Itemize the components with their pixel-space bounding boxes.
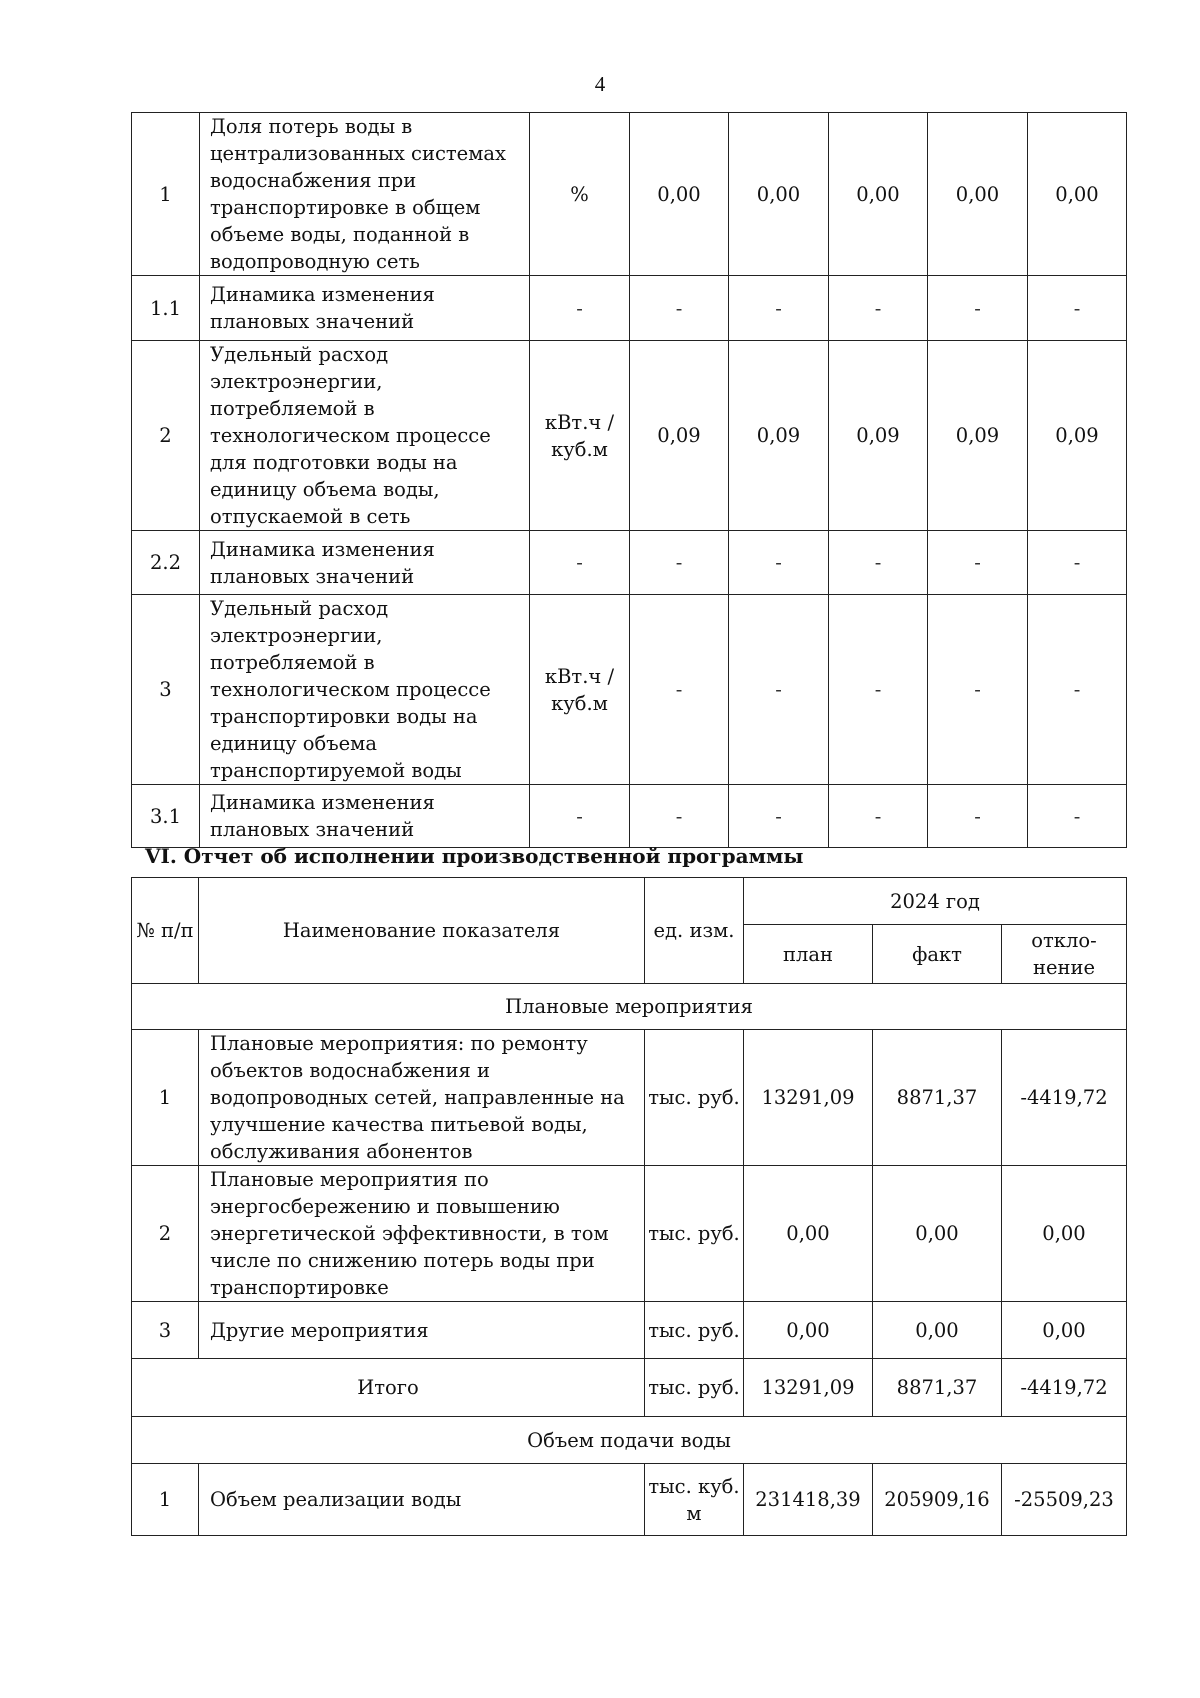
deviation-cell: -25509,23	[1002, 1464, 1127, 1536]
indicator-name: Объем реализации воды	[199, 1464, 645, 1536]
table-row	[132, 785, 1127, 848]
header-plan: план	[744, 925, 873, 984]
value-cell: 0,09	[1028, 341, 1127, 531]
deviation-cell: -4419,72	[1002, 1030, 1127, 1166]
value-cell: 0,00	[928, 113, 1028, 276]
value-cell: -	[829, 276, 928, 341]
unit-cell: -	[530, 785, 630, 848]
row-number: 2.2	[132, 531, 200, 595]
fact-cell: 0,00	[873, 1166, 1002, 1302]
unit-cell: %	[530, 113, 630, 276]
indicator-name: Динамика изменения плановых значений	[200, 531, 530, 595]
table-row	[132, 276, 1127, 341]
value-cell: 0,00	[630, 113, 729, 276]
header-unit: ед. изм.	[645, 878, 744, 984]
row-number: 1	[132, 1030, 199, 1166]
row-number: 3	[132, 595, 200, 785]
unit-cell: кВт.ч / куб.м	[530, 341, 630, 531]
table-row	[132, 341, 1127, 531]
unit-cell: тыс. руб.	[645, 1359, 744, 1417]
unit-cell: тыс. руб.	[645, 1166, 744, 1302]
value-cell: -	[1028, 531, 1127, 595]
deviation-cell: 0,00	[1002, 1302, 1127, 1359]
page-number: 4	[594, 72, 606, 96]
table-row	[132, 113, 1127, 276]
value-cell: -	[829, 531, 928, 595]
value-cell: -	[630, 595, 729, 785]
value-cell: 0,09	[928, 341, 1028, 531]
indicator-name: Плановые мероприятия по энергосбережению и повышению энергетической эффективности, в том числе по снижению потерь воды при транспортировке	[199, 1166, 645, 1302]
value-cell: -	[630, 785, 729, 848]
unit-cell: кВт.ч / куб.м	[530, 595, 630, 785]
value-cell: -	[729, 595, 829, 785]
table-row	[132, 1166, 1127, 1302]
indicator-name: Доля потерь воды в централизованных системах водоснабжения при транспортировке в общем объеме воды, поданной в водопроводную сеть	[200, 113, 530, 276]
group-title: Плановые мероприятия	[132, 984, 1127, 1030]
value-cell: 0,09	[729, 341, 829, 531]
fact-cell: 8871,37	[873, 1030, 1002, 1166]
deviation-cell: -4419,72	[1002, 1359, 1127, 1417]
value-cell: 0,00	[1028, 113, 1127, 276]
value-cell: -	[630, 276, 729, 341]
fact-cell: 0,00	[873, 1302, 1002, 1359]
row-number: 2	[132, 341, 200, 531]
deviation-cell: 0,00	[1002, 1166, 1127, 1302]
plan-cell: 231418,39	[744, 1464, 873, 1536]
value-cell: -	[829, 595, 928, 785]
unit-cell: -	[530, 276, 630, 341]
table-row	[132, 595, 1127, 785]
plan-cell: 0,00	[744, 1166, 873, 1302]
plan-cell: 13291,09	[744, 1359, 873, 1417]
indicator-name: Удельный расход электроэнергии, потребляемой в технологическом процессе транспортировки воды на единицу объема транспортируемой воды	[200, 595, 530, 785]
value-cell: -	[1028, 276, 1127, 341]
table-row	[132, 1030, 1127, 1166]
row-number: 1.1	[132, 276, 200, 341]
table-row	[132, 1464, 1127, 1536]
indicator-name: Другие мероприятия	[199, 1302, 645, 1359]
plan-cell: 13291,09	[744, 1030, 873, 1166]
indicator-name: Динамика изменения плановых значений	[200, 785, 530, 848]
value-cell: 0,09	[630, 341, 729, 531]
header-year: 2024 год	[744, 878, 1127, 925]
group-title: Объем подачи воды	[132, 1417, 1127, 1464]
production-program-report-table	[131, 877, 1127, 1536]
value-cell: -	[729, 531, 829, 595]
value-cell: -	[928, 785, 1028, 848]
header-num: № п/п	[132, 878, 199, 984]
row-number: 2	[132, 1166, 199, 1302]
fact-cell: 205909,16	[873, 1464, 1002, 1536]
total-label: Итого	[132, 1359, 645, 1417]
value-cell: 0,09	[829, 341, 928, 531]
indicator-name: Удельный расход электроэнергии, потребляемой в технологическом процессе для подготовки воды на единицу объема воды, отпускаемой в сеть	[200, 341, 530, 531]
row-number: 1	[132, 113, 200, 276]
table-row	[132, 1302, 1127, 1359]
header-name: Наименование показателя	[199, 878, 645, 984]
value-cell: -	[928, 276, 1028, 341]
value-cell: -	[829, 785, 928, 848]
indicator-name: Динамика изменения плановых значений	[200, 276, 530, 341]
value-cell: -	[729, 785, 829, 848]
unit-cell: тыс. руб.	[645, 1302, 744, 1359]
indicators-table	[131, 112, 1127, 848]
header-row	[132, 878, 1127, 925]
table-row	[132, 531, 1127, 595]
value-cell: -	[928, 531, 1028, 595]
header-fact: факт	[873, 925, 1002, 984]
row-number: 3.1	[132, 785, 200, 848]
value-cell: -	[928, 595, 1028, 785]
header-deviation: откло-нение	[1002, 925, 1127, 984]
value-cell: 0,00	[829, 113, 928, 276]
group-row	[132, 1417, 1127, 1464]
total-row	[132, 1359, 1127, 1417]
value-cell: -	[630, 531, 729, 595]
section-title: VI. Отчет об исполнении производственной программы	[145, 844, 804, 868]
value-cell: 0,00	[729, 113, 829, 276]
row-number: 1	[132, 1464, 199, 1536]
group-row	[132, 984, 1127, 1030]
value-cell: -	[1028, 785, 1127, 848]
unit-cell: тыс. руб.	[645, 1030, 744, 1166]
value-cell: -	[729, 276, 829, 341]
plan-cell: 0,00	[744, 1302, 873, 1359]
indicator-name: Плановые мероприятия: по ремонту объектов водоснабжения и водопроводных сетей, направленные на улучшение качества питьевой воды, обслуживания абонентов	[199, 1030, 645, 1166]
value-cell: -	[1028, 595, 1127, 785]
row-number: 3	[132, 1302, 199, 1359]
unit-cell: -	[530, 531, 630, 595]
fact-cell: 8871,37	[873, 1359, 1002, 1417]
unit-cell: тыс. куб. м	[645, 1464, 744, 1536]
